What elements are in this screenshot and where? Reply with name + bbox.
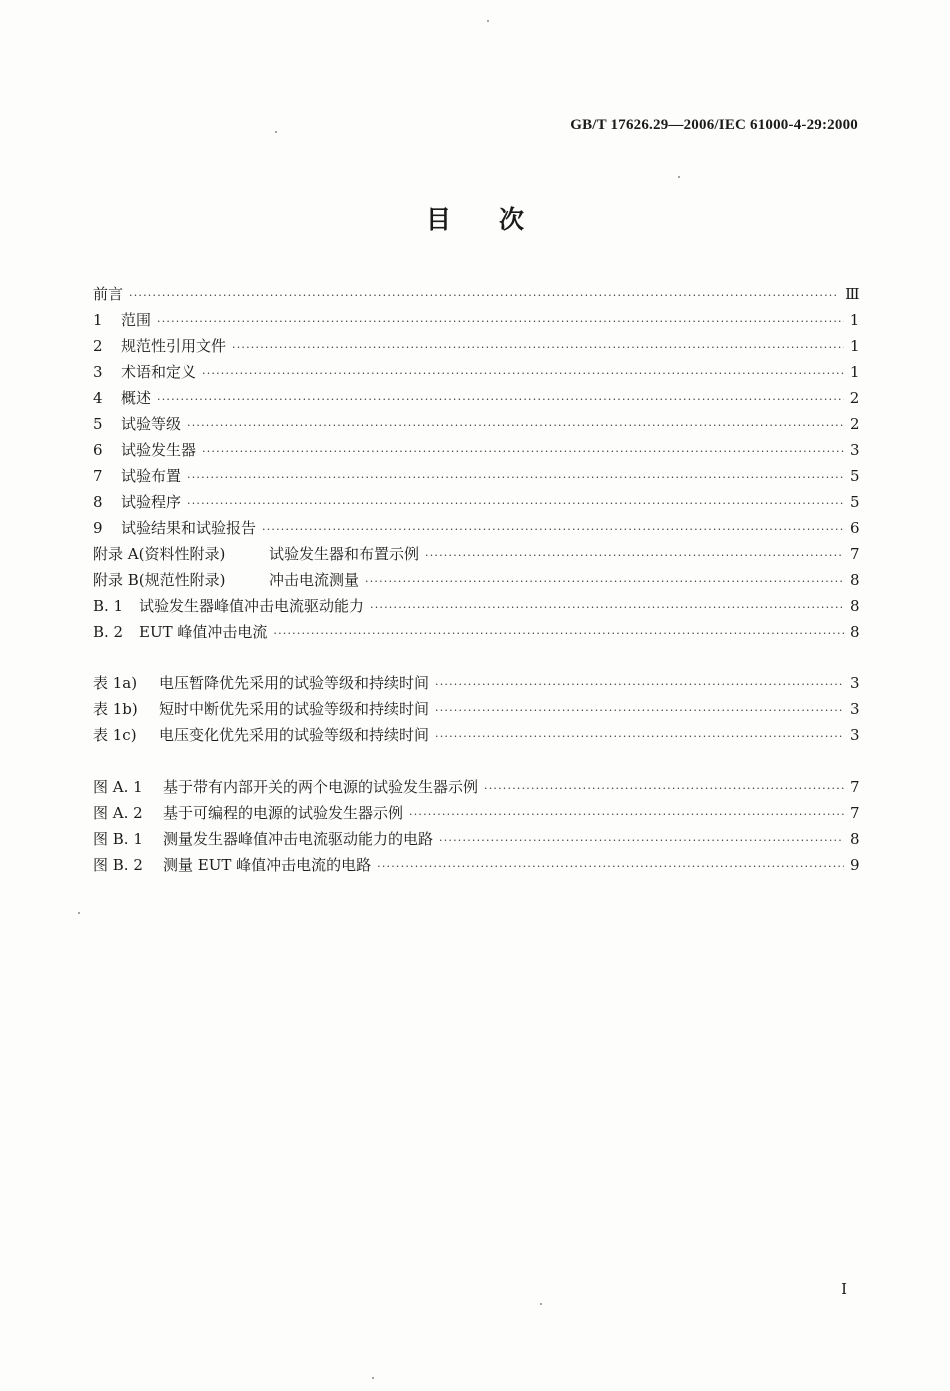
toc-entry-number: 表 1c) — [93, 726, 137, 744]
toc-row — [93, 361, 858, 387]
toc-row — [93, 672, 858, 698]
page-number: I — [841, 1280, 847, 1298]
toc-entry-title: 范围 — [121, 311, 152, 329]
toc-entry-title: 试验程序 — [121, 493, 182, 511]
scan-speck — [372, 1377, 374, 1379]
toc-leader-dots — [187, 471, 844, 484]
toc-entry-number: 4 — [93, 389, 103, 407]
toc-row — [93, 517, 858, 543]
toc-page-number: 2 — [850, 415, 860, 433]
toc-leader-dots — [157, 315, 844, 328]
toc-entry-number: 3 — [93, 363, 103, 381]
toc-page-number: 3 — [850, 674, 860, 692]
toc-row — [93, 698, 858, 724]
toc-leader-dots — [232, 341, 844, 354]
toc-entry-number: 附录 B(规范性附录) — [93, 571, 226, 589]
toc-row — [93, 776, 858, 802]
toc-page-number: 1 — [850, 363, 860, 381]
toc-entry-title: 短时中断优先采用的试验等级和持续时间 — [159, 700, 430, 718]
toc-row — [93, 465, 858, 491]
toc-entry-number: 5 — [93, 415, 103, 433]
toc-figures — [93, 776, 858, 880]
toc-entry-title: 电压变化优先采用的试验等级和持续时间 — [159, 726, 430, 744]
toc-entry-title: 试验发生器峰值冲击电流驱动能力 — [139, 597, 365, 615]
toc-entry-number: 8 — [93, 493, 103, 511]
toc-page-number: 8 — [850, 623, 860, 641]
toc-page-number: 3 — [850, 441, 860, 459]
toc-row — [93, 283, 858, 309]
toc-entry-title: 电压暂降优先采用的试验等级和持续时间 — [159, 674, 430, 692]
toc-row — [93, 828, 858, 854]
toc-leader-dots — [435, 678, 844, 691]
toc-row — [93, 309, 858, 335]
toc-row — [93, 569, 858, 595]
toc-entry-title: EUT 峰值冲击电流 — [139, 623, 268, 641]
toc-leader-dots — [187, 419, 844, 432]
scan-speck — [487, 20, 489, 22]
toc-entry-number: 附录 A(资料性附录) — [93, 545, 226, 563]
toc-entry-number: 表 1b) — [93, 700, 138, 718]
toc-leader-dots — [202, 445, 844, 458]
toc-entry-title: 概述 — [121, 389, 152, 407]
toc-page-number: 8 — [850, 597, 860, 615]
toc-entry-title: 试验发生器和布置示例 — [269, 545, 420, 563]
toc-entry-title: 试验等级 — [121, 415, 182, 433]
toc-row — [93, 802, 858, 828]
toc-leader-dots — [435, 704, 844, 717]
toc-entry-number: 图 A. 2 — [93, 804, 143, 822]
toc-row — [93, 595, 858, 621]
toc-row — [93, 335, 858, 361]
toc-entry-title: 规范性引用文件 — [121, 337, 227, 355]
toc-leader-dots — [202, 367, 844, 380]
toc-entry-number: 1 — [93, 311, 103, 329]
toc-entry-title: 试验布置 — [121, 467, 182, 485]
standard-number-header: GB/T 17626.29—2006/IEC 61000-4-29:2000 — [570, 117, 858, 133]
toc-leader-dots — [435, 730, 844, 743]
toc-entry-number: 图 A. 1 — [93, 778, 143, 796]
toc-row — [93, 854, 858, 880]
page-title: 目次 — [425, 205, 572, 234]
toc-leader-dots — [129, 289, 839, 302]
toc-page-number: 3 — [850, 726, 860, 744]
toc-page-number: Ⅲ — [845, 285, 860, 303]
toc-entry-title: 术语和定义 — [121, 363, 197, 381]
toc-page-number: 1 — [850, 337, 860, 355]
toc-row — [93, 621, 858, 647]
toc-leader-dots — [273, 627, 844, 640]
scan-speck — [78, 912, 80, 914]
toc-entry-title: 测量 EUT 峰值冲击电流的电路 — [163, 856, 372, 874]
toc-page-number: 5 — [850, 467, 860, 485]
toc-leader-dots — [425, 549, 844, 562]
toc-row — [93, 387, 858, 413]
scan-speck — [678, 176, 680, 178]
toc-entry-title: 试验结果和试验报告 — [121, 519, 257, 537]
toc-entry-title: 冲击电流测量 — [269, 571, 360, 589]
toc-row — [93, 491, 858, 517]
scan-speck — [540, 1303, 542, 1305]
toc-entry-number: 6 — [93, 441, 103, 459]
toc-page-number: 1 — [849, 311, 860, 329]
toc-sections — [93, 283, 858, 647]
toc-page-number: 8 — [850, 571, 860, 589]
toc-page-number: 9 — [850, 856, 860, 874]
toc-page-number: 6 — [850, 519, 860, 537]
toc-page-number: 2 — [849, 389, 860, 407]
toc-entry-title: 基于带有内部开关的两个电源的试验发生器示例 — [163, 778, 479, 796]
toc-entry-number: 图 B. 1 — [93, 830, 143, 848]
toc-leader-dots — [157, 393, 844, 406]
toc-row — [93, 543, 858, 569]
toc-entry-number: B. 2 — [93, 623, 124, 641]
toc-entry-number: B. 1 — [93, 597, 124, 615]
toc-entry-title: 基于可编程的电源的试验发生器示例 — [163, 804, 404, 822]
toc-page-number: 5 — [850, 493, 860, 511]
toc-leader-dots — [484, 782, 844, 795]
toc-tables — [93, 672, 858, 750]
toc-entry-number: 2 — [93, 337, 103, 355]
toc-page-number: 8 — [850, 830, 860, 848]
toc-entry-title: 前言 — [93, 285, 124, 303]
toc-leader-dots — [439, 834, 844, 847]
toc-leader-dots — [377, 860, 844, 873]
toc-entry-number: 图 B. 2 — [93, 856, 143, 874]
toc-page-number: 3 — [850, 700, 860, 718]
toc-page-number: 7 — [850, 545, 860, 563]
toc-page-number: 7 — [850, 778, 860, 796]
toc-leader-dots — [409, 808, 844, 821]
toc-entry-number: 表 1a) — [93, 674, 138, 692]
toc-entry-number: 7 — [93, 467, 103, 485]
toc-leader-dots — [262, 523, 844, 536]
toc-row — [93, 724, 858, 750]
toc-entry-title: 测量发生器峰值冲击电流驱动能力的电路 — [163, 830, 434, 848]
toc-entry-number: 9 — [93, 519, 103, 537]
toc-page-number: 7 — [850, 804, 860, 822]
toc-row — [93, 413, 858, 439]
toc-leader-dots — [370, 601, 844, 614]
toc-leader-dots — [187, 497, 844, 510]
toc-leader-dots — [365, 575, 844, 588]
toc-entry-title: 试验发生器 — [121, 441, 197, 459]
scan-speck — [275, 131, 277, 133]
toc-row — [93, 439, 858, 465]
